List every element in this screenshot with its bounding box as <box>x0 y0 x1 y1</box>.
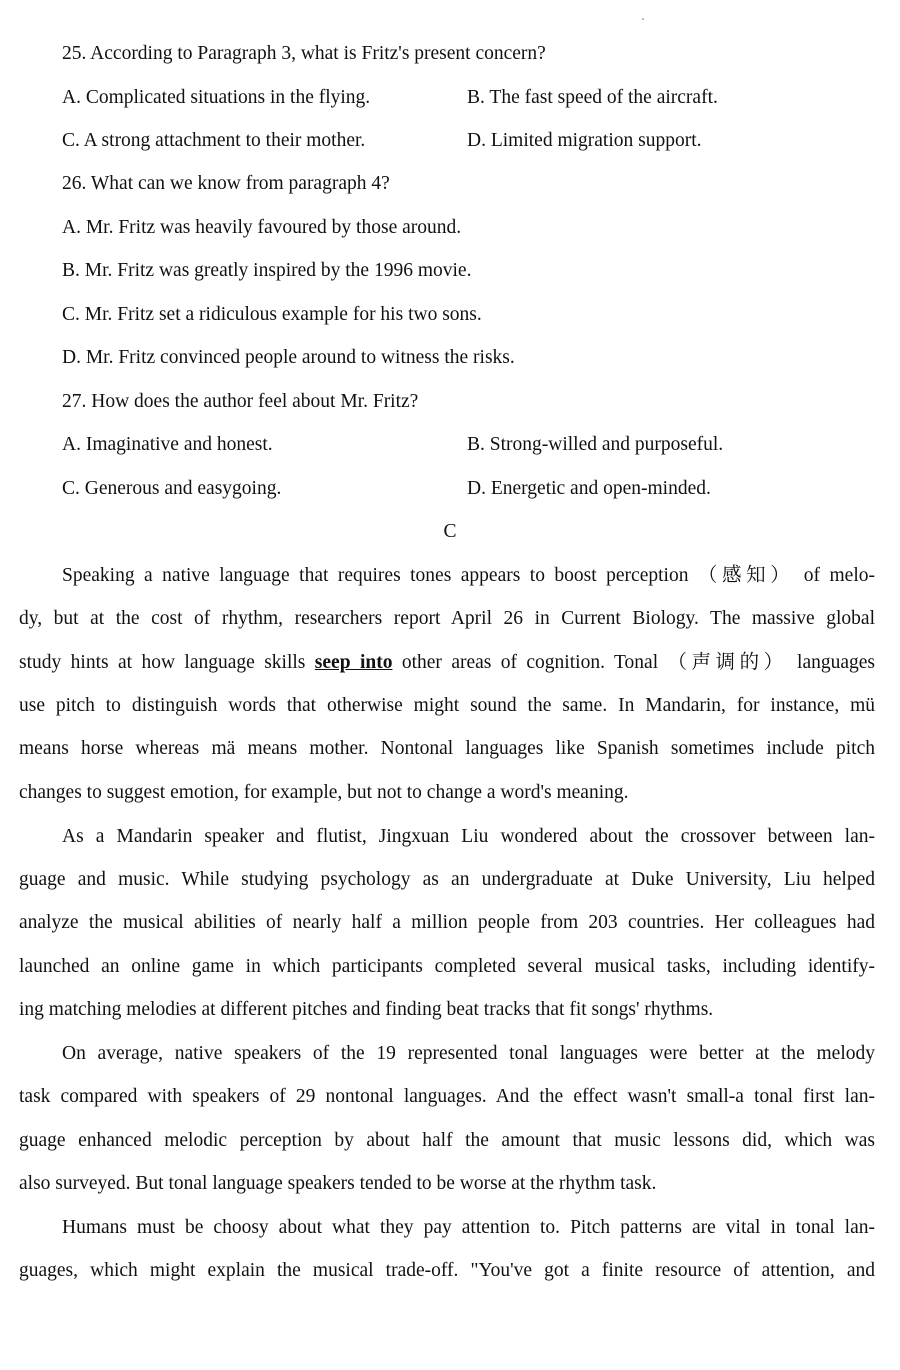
passage-text: other areas of cognition. Tonal （声调的） languages <box>392 652 875 673</box>
question-26-option-c[interactable]: C. Mr. Fritz set a ridiculous example for his two sons. <box>62 304 482 325</box>
question-27-option-c[interactable]: C. Generous and easygoing. <box>62 478 282 499</box>
passage-p1-line-5: means horse whereas mä means mother. Nontonal languages like Spanish sometimes include pitch <box>19 738 875 759</box>
question-25-option-d[interactable]: D. Limited migration support. <box>467 130 702 151</box>
question-26-option-a[interactable]: A. Mr. Fritz was heavily favoured by those around. <box>62 217 462 238</box>
question-26-stem: 26. What can we know from paragraph 4? <box>62 173 390 194</box>
passage-p2-line-4: launched an online game in which participants completed several musical tasks, including identify- <box>19 956 875 977</box>
question-25-option-a[interactable]: A. Complicated situations in the flying. <box>62 87 371 108</box>
passage-p1-line-3 <box>19 651 875 675</box>
passage-p3-line-1: On average, native speakers of the 19 represented tonal languages were better at the melody <box>62 1043 875 1064</box>
question-27-stem: 27. How does the author feel about Mr. Fritz? <box>62 391 419 412</box>
question-27-option-d[interactable]: D. Energetic and open-minded. <box>467 478 711 499</box>
question-25-stem: 25. According to Paragraph 3, what is Fritz's present concern? <box>62 43 546 64</box>
passage-p2-line-3: analyze the musical abilities of nearly half a million people from 203 countries. Her colleagues had <box>19 912 875 933</box>
passage-p1-line-1: Speaking a native language that requires tones appears to boost perception （感知） of melo- <box>62 565 875 586</box>
question-27-option-a[interactable]: A. Imaginative and honest. <box>62 434 273 455</box>
passage-p1-line-6: changes to suggest emotion, for example, but not to change a word's meaning. <box>19 782 629 803</box>
passage-text: study hints at how language skills <box>19 652 315 673</box>
passage-p2-line-2: guage and music. While studying psychology as an undergraduate at Duke University, Liu helped <box>19 869 875 890</box>
scan-speck <box>642 18 644 20</box>
passage-p3-line-2: task compared with speakers of 29 nontonal languages. And the effect wasn't small-a tonal first lan- <box>19 1086 875 1107</box>
question-25-option-c[interactable]: C. A strong attachment to their mother. <box>62 130 366 151</box>
question-27-option-b[interactable]: B. Strong-willed and purposeful. <box>467 434 724 455</box>
passage-p4-line-2: guages, which might explain the musical trade-off. "You've got a finite resource of attention, and <box>19 1260 875 1281</box>
question-26-option-b[interactable]: B. Mr. Fritz was greatly inspired by the 1996 movie. <box>62 260 472 281</box>
question-26-option-d[interactable]: D. Mr. Fritz convinced people around to witness the risks. <box>62 347 515 368</box>
passage-p4-line-1: Humans must be choosy about what they pay attention to. Pitch patterns are vital in tonal lan- <box>62 1217 875 1238</box>
passage-p1-line-4: use pitch to distinguish words that otherwise might sound the same. In Mandarin, for instance, mü <box>19 695 875 716</box>
passage-p3-line-4: also surveyed. But tonal language speakers tended to be worse at the rhythm task. <box>19 1173 657 1194</box>
passage-p3-line-3: guage enhanced melodic perception by about half the amount that music lessons did, which was <box>19 1130 875 1151</box>
question-25-option-b[interactable]: B. The fast speed of the aircraft. <box>467 87 718 108</box>
passage-p1-line-2: dy, but at the cost of rhythm, researchers report April 26 in Current Biology. The massive global <box>19 608 875 629</box>
highlighted-phrase: seep into <box>314 652 393 673</box>
section-heading: C <box>443 521 457 542</box>
passage-p2-line-5: ing matching melodies at different pitches and finding beat tracks that fit songs' rhythms. <box>19 999 714 1020</box>
passage-p2-line-1: As a Mandarin speaker and flutist, Jingxuan Liu wondered about the crossover between lan- <box>62 826 875 847</box>
